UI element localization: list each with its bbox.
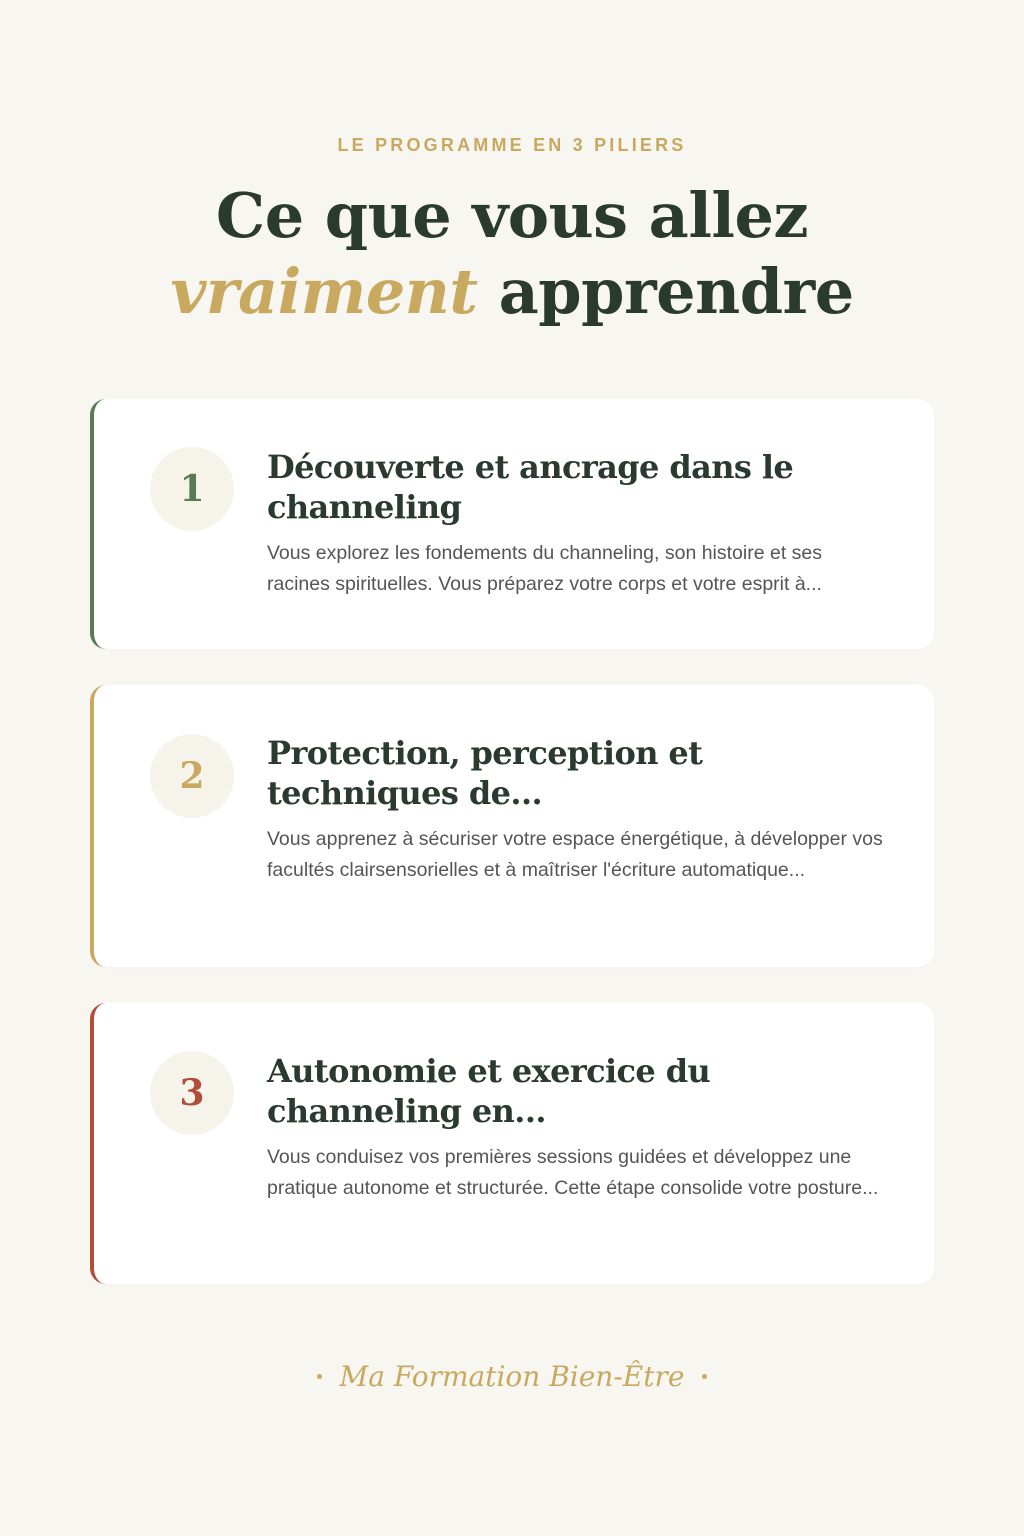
- pillar-body-3: [267, 1051, 887, 1204]
- right-dot-icon: [702, 1374, 707, 1379]
- pillar-body-1: [267, 447, 887, 600]
- title-accent: vraiment: [170, 255, 478, 328]
- pillar-body-2: [267, 733, 887, 886]
- pillar-number-2: 2: [150, 734, 234, 818]
- pillar-title-3: Autonomie et exercice du channeling en...: [267, 1052, 711, 1130]
- pillar-number-3: 3: [150, 1051, 234, 1135]
- title-line-1: Ce que vous allez: [215, 179, 809, 252]
- pillar-card-2: [90, 685, 934, 967]
- footer-brand: [0, 1360, 1024, 1393]
- left-dot-icon: [317, 1374, 322, 1379]
- pillar-text-3: Vous conduisez vos premières sessions guidées et développez une pratique autonome et structurée. Cette étape consolide votre posture...: [267, 1146, 879, 1199]
- pillar-card-3: [90, 1003, 934, 1284]
- pillar-title-2: Protection, perception et techniques de...: [267, 734, 703, 812]
- brand-name: Ma Formation Bien-Être: [339, 1360, 685, 1393]
- pillar-number-1: 1: [150, 447, 234, 531]
- pillar-text-2: Vous apprenez à sécuriser votre espace énergétique, à développer vos facultés clairsensorielles et à maîtriser l'écriture automatique...: [267, 828, 883, 881]
- section-eyebrow: LE PROGRAMME EN 3 PILIERS: [337, 135, 687, 155]
- title-rest: apprendre: [498, 255, 854, 328]
- page-title: [0, 178, 1024, 330]
- pillar-title-1: Découverte et ancrage dans le channeling: [267, 448, 794, 526]
- pillar-text-1: Vous explorez les fondements du channeling, son histoire et ses racines spirituelles. Vous préparez votre corps et votre esprit à...: [267, 542, 823, 595]
- pillar-card-1: [90, 399, 934, 649]
